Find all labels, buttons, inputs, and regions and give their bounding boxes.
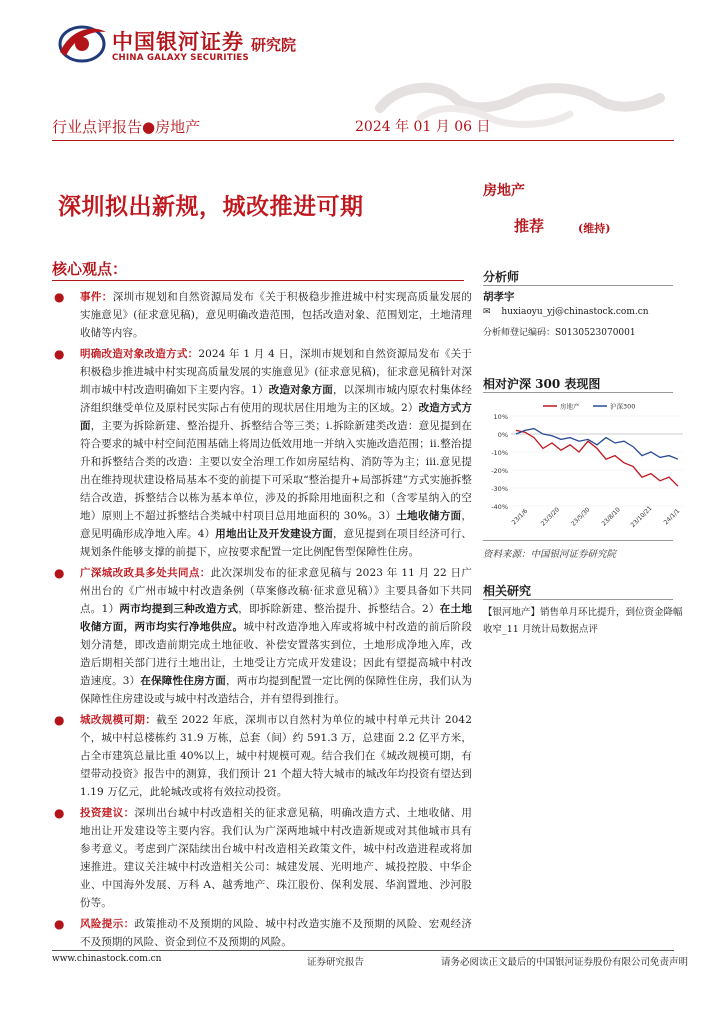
chart-source: 资料来源：中国银河证券研究院 <box>483 549 617 560</box>
header-divider <box>52 140 674 141</box>
core-view-text: 此次深圳发布的征求意见稿与 2023 年 11 月 22 日广州出台的《广州市城中村改造条例（草案修改稿·征求意见稿）》主要具备如下共同点。1） <box>80 567 472 615</box>
sector-label: 房地产 <box>483 183 525 199</box>
chart-x-tick-label: 23/1/6 <box>510 507 530 527</box>
related-research-link[interactable]: 【银河地产】销售单月环比提升，到位资金降幅收窄_11 月统计局数据点评 <box>483 607 683 635</box>
core-view-text: ，两市均提到配置一定比例的保障性住房，我们认为保障性住房建设或与城中村改造结合，并有望得到推行。 <box>80 675 472 705</box>
chart-x-tick-label: 23/10/21 <box>629 504 654 529</box>
core-view-text: 截至 2022 年底，深圳市以自然村为单位的城中村单元共计 2042 个，城中村总楼栋约 31.9 万栋，总套（间）约 591.3 万，总建面 2.2 亿平方米，占全市建筑总量比重 40%以上，城中村规模可观。结合我们在《城改规模可期，有望带动投资》报告中的测算，我们预计 21 个超大特大城市的城改年均投资有望达到 1.19 万亿元，此轮城改或将有效拉动投资。 <box>80 714 472 798</box>
analyst-email[interactable]: huxiaoyu_yj@chinastock.com.cn <box>501 307 649 317</box>
bullet-icon: ● <box>54 347 65 361</box>
core-view-tag: 事件： <box>80 291 113 303</box>
core-view-text: 2024 年 1 月 4 日，深圳市规划和自然资源局发布《关于积极稳步推进城中村实现高质量发展的实施意见》(征求意见稿)，征求意见稿针对深圳市城中村改造明确如下主要内容。1） <box>80 348 472 396</box>
logo-text-en: CHINA GALAXY SECURITIES <box>112 53 249 63</box>
chart-divider <box>483 392 673 393</box>
core-view-emphasis: 在土地收储方面，两市均实行净地供应。 <box>80 603 472 633</box>
footer-disclaimer: 请务必阅读正文最后的中国银河证券股份有限公司免责声明 <box>441 957 689 968</box>
bullet-icon: ● <box>54 713 65 727</box>
core-view-emphasis: 两市均提到三种改造方式 <box>119 603 239 615</box>
core-view-tag: 风险提示： <box>80 918 135 930</box>
core-view-tag: 投资建议： <box>80 807 135 819</box>
chart-y-tick-label: -30% <box>491 485 508 493</box>
core-view-text: ，意见明确形成净地入库。4） <box>80 510 472 540</box>
report-type: 行业点评报告●房地产 <box>52 118 201 136</box>
core-views-heading: 核心观点： <box>52 260 128 278</box>
chart-x-tick-label: 23/5/30 <box>570 506 592 528</box>
bullet-icon: ● <box>54 917 65 931</box>
chart-x-tick-label: 23/3/20 <box>539 506 561 528</box>
analyst-divider <box>483 285 673 286</box>
core-view-emphasis: 改造对象方面 <box>268 384 333 396</box>
core-view-tag: 明确改造对象改造方式： <box>80 348 199 360</box>
core-view-item <box>52 288 472 342</box>
core-view-item <box>52 804 472 912</box>
core-views-divider <box>52 280 464 281</box>
chart-y-tick-label: -20% <box>491 467 508 475</box>
footer-report-type: 证券研究报告 <box>307 957 365 968</box>
core-view-item <box>52 711 472 801</box>
core-view-text: ，主要为拆除新建、整治提升、拆整结合等三类；i.拆除新建类改造：意见提到在符合要求的城中村空间范围基础上将周边低效用地一并纳入实施改造范围；ii.整治提升和拆整结合类的改造：主要以安全治理工作如房屋结构、消防等为主；iii.意见提出在维持现状建设格局基本不变的前提下可采取“整治提升+局部拆建”方式实施拆整结合改造，拆整结合以栋为基本单位，涉及的拆除用地面积之和（含零星纳入的空地）原则上不超过拆整结合类城中村项目总用地面积的 30%。3） <box>80 420 472 522</box>
core-view-text: 政策推动不及预期的风险、城中村改造实施不及预期的风险、宏观经济不及预期的风险、资金到位不及预期的风险。 <box>80 918 472 948</box>
core-view-emphasis: 在保障性住房方面 <box>140 675 226 687</box>
core-view-text: ，以深圳市城内原农村集体经济组织继受单位及原村民实际占有使用的现状居住用地为主的区域。2） <box>80 384 472 414</box>
core-view-tag: 广深城改政具多处共同点： <box>80 567 211 579</box>
core-view-emphasis: 土地收储方面 <box>396 510 462 522</box>
core-view-text: ，即拆除新建、整治提升、拆整结合。2） <box>238 603 440 615</box>
chart-heading: 相对沪深 300 表现图 <box>483 377 601 391</box>
bullet-icon: ● <box>54 290 65 304</box>
relative-performance-chart <box>483 398 693 533</box>
report-date: 2024 年 01 月 06 日 <box>355 119 491 135</box>
institute-name: 研究院 <box>251 36 297 54</box>
footer-url[interactable]: www.chinastock.com.cn <box>52 954 162 964</box>
email-icon: ✉ <box>483 307 491 317</box>
chart-series-line-real-estate <box>516 430 678 486</box>
related-research-divider <box>483 599 673 600</box>
core-view-item <box>52 915 472 951</box>
chart-x-tick-label: 24/1/1 <box>662 507 682 527</box>
analyst-email-row <box>483 307 649 317</box>
chart-y-tick-label: 0% <box>497 431 508 439</box>
chart-x-tick-label: 23/8/10 <box>600 506 622 528</box>
core-views-list <box>52 288 472 954</box>
bullet-icon: ● <box>54 566 65 580</box>
core-view-text: 城中村改造净地入库或将城中村改造的前后阶段划分清楚，即改造前期完成土地征收、补偿安置落实到位，土地形成净地入库，改造后期相关部门进行土地出让，土地受让方完成开发建设；因此有望提高城中村改造速度。3） <box>80 621 472 687</box>
chart-y-tick-label: -10% <box>491 449 508 457</box>
rating-note: (维持) <box>578 222 611 235</box>
report-title: 深圳拟出新规，城改推进可期 <box>58 193 364 220</box>
core-view-emphasis: 用地出让及开发建设方面 <box>215 528 333 540</box>
analyst-heading: 分析师 <box>483 270 520 284</box>
core-view-item <box>52 564 472 708</box>
galaxy-logo-icon <box>52 22 110 66</box>
chart-legend-label: 沪深300 <box>610 402 636 411</box>
chart-legend-label: 房地产 <box>560 402 580 411</box>
core-view-emphasis: 改造方式方面 <box>80 402 472 432</box>
chart-y-tick-label: -40% <box>491 503 508 511</box>
bullet-icon: ● <box>54 806 65 820</box>
chart-series-line-csi300 <box>516 429 678 460</box>
related-research-heading: 相关研究 <box>483 584 532 598</box>
core-view-text: 深圳出台城中村改造相关的征求意见稿，明确改造方式、土地收储、用地出让开发建设等主要内容。我们认为广深两地城中村改造新规或对其他城市具有参考意义。考虑到广深陆续出台城中村改造相关政策文件，城中村改造进程或将加速推进。建议关注城中村改造相关公司：城建发展、光明地产、城投控股、中华企业、中国海外发展、万科 A、越秀地产、珠江股份、保利发展、华润置地、沙河股份等。 <box>80 807 472 909</box>
rating-label: 推荐 <box>514 217 545 235</box>
footer-divider <box>52 950 674 951</box>
analyst-name: 胡孝宇 <box>483 291 515 303</box>
chart-bottom-divider <box>483 540 673 541</box>
core-view-tag: 城改规模可期： <box>80 714 157 726</box>
logo-text-cn: 中国银河证券 <box>112 30 244 54</box>
core-view-text: 深圳市规划和自然资源局发布《关于积极稳步推进城中村实现高质量发展的实施意见》(征求意见稿)，意见明确改造范围，包括改造对象、范围划定，土地清理收储等内容。 <box>80 291 472 339</box>
core-view-text: ，意见提到在项目经济可行、规划条件能够支撑的前提下，应按要求配置一定比例配售型保障性住房。 <box>80 528 472 558</box>
core-view-item <box>52 345 472 561</box>
analyst-registration: 分析师登记编码：S0130523070001 <box>483 328 636 338</box>
chart-y-tick-label: 10% <box>493 413 508 421</box>
